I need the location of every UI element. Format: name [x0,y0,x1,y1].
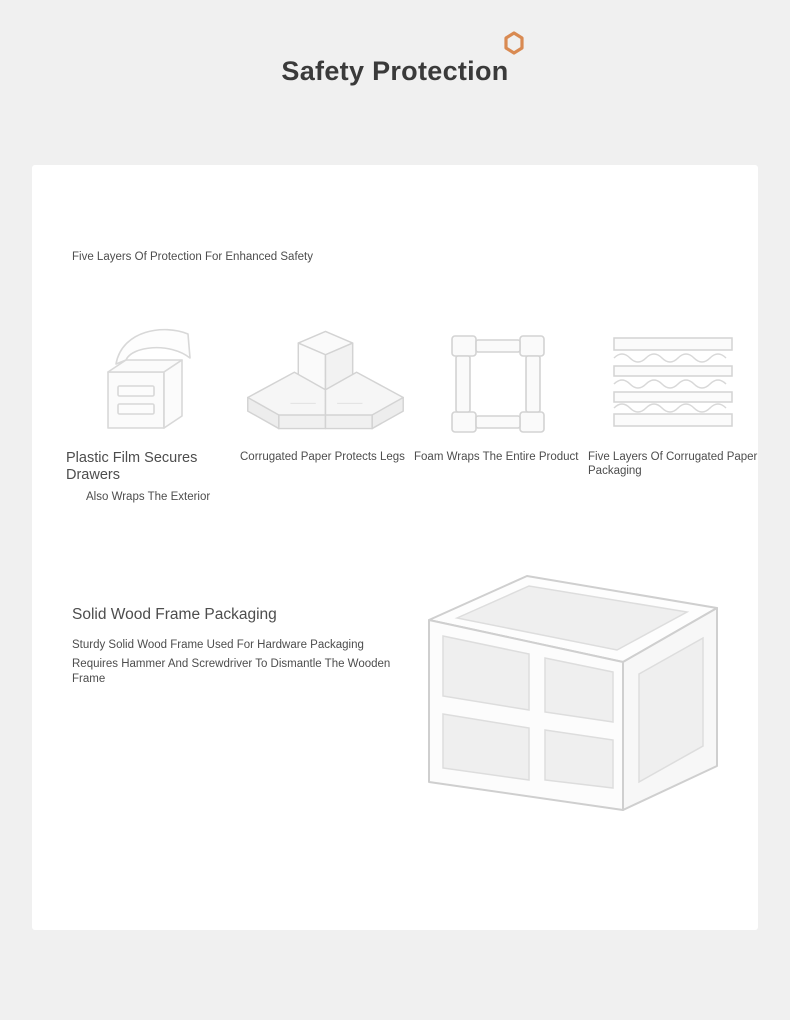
corrugated-corner-icon [240,320,410,440]
frame-section [72,605,392,691]
chair-plastic-film-icon [66,320,236,440]
protection-item-4 [588,320,758,478]
protection-items-row [32,320,758,503]
five-layer-paper-icon [588,320,758,440]
intro-text: Five Layers Of Protection For Enhanced Safety [72,251,313,263]
protection-item-1-caption: Plastic Film Secures Drawers [66,450,198,483]
frame-section-lines [72,638,392,687]
hexagon-icon [501,30,527,56]
page-header [0,56,790,87]
page-title-text: Safety Protection [281,56,509,86]
protection-item-4-caption: Five Layers Of Corrugated Paper Packaging [588,451,758,477]
protection-item-2-caption: Corrugated Paper Protects Legs [240,451,405,463]
frame-section-line-1: Sturdy Solid Wood Frame Used For Hardware Packaging [72,639,364,651]
protection-item-1-subcaption: Also Wraps The Exterior [86,491,211,503]
protection-item-2 [240,320,410,464]
wooden-crate-illustration [417,570,737,840]
foam-wrap-icon [414,320,584,440]
content-card [32,165,758,930]
protection-item-1 [66,320,236,504]
frame-section-line-2: Requires Hammer And Screwdriver To Dismantle The Wooden Frame [72,658,391,685]
protection-item-3 [414,320,584,464]
protection-item-3-caption: Foam Wraps The Entire Product [414,451,579,463]
page-title [281,56,508,87]
frame-section-title: Solid Wood Frame Packaging [72,606,277,623]
